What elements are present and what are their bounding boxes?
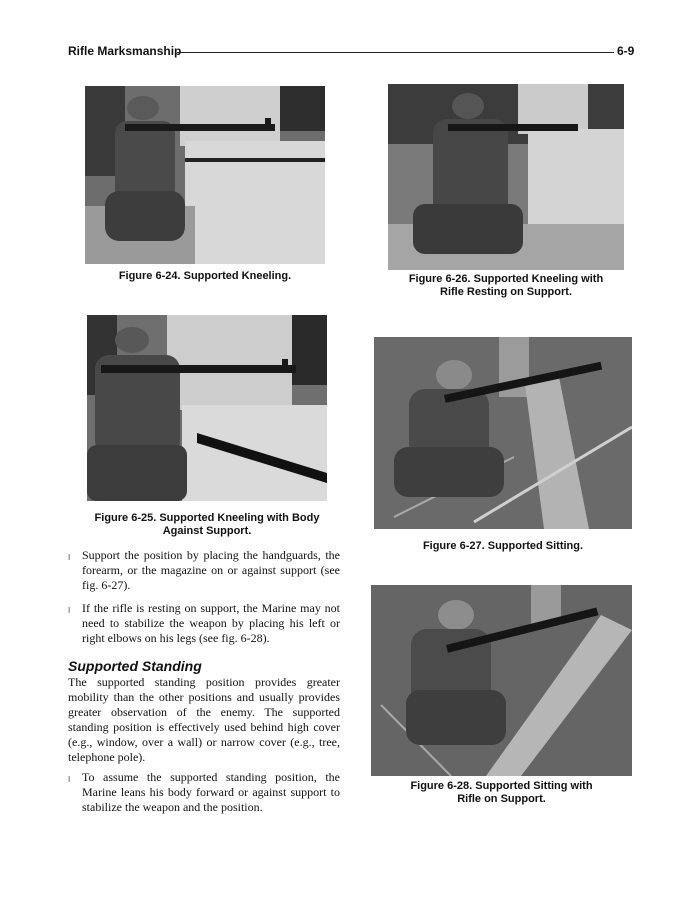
figure-6-25-caption (62, 512, 352, 538)
bullet-item (68, 548, 340, 593)
running-header-title: Rifle Marksmanship (68, 44, 182, 58)
bullet-marker-icon: l (68, 553, 71, 562)
figure-6-27-photo (374, 337, 632, 529)
figure-6-25-photo (87, 315, 327, 501)
bullet-text: Support the position by placing the handguards, the forearm, or the magazine on or against support (see fig. 6-27). (82, 548, 340, 592)
bullet-text: To assume the supported standing position, the Marine leans his body forward or against support to stabilize the weapon and the position. (82, 770, 340, 814)
page-number: 6-9 (617, 44, 635, 58)
header-rule (177, 52, 614, 53)
bullet-text: If the rifle is resting on support, the Marine may not need to stabilize the weapon by placing his left or right elbows on his legs (see fig. 6-28). (82, 601, 340, 645)
caption-line: Figure 6-24. Supported Kneeling. (118, 270, 292, 282)
bullet-marker-icon: l (68, 606, 71, 615)
figure-6-28-photo (371, 585, 632, 776)
figure-6-26-photo (388, 84, 624, 270)
bullet-item (68, 601, 340, 646)
caption-line: Rifle Resting on Support. (440, 286, 572, 298)
caption-line: Figure 6-26. Supported Kneeling with (408, 273, 604, 285)
caption-line: Figure 6-27. Supported Sitting. (422, 540, 584, 552)
section-heading: Supported Standing (68, 658, 202, 674)
caption-line: Against Support. (162, 525, 252, 537)
caption-line: Figure 6-28. Supported Sitting with (410, 780, 593, 792)
figure-6-27-caption (374, 540, 632, 553)
figure-6-24-caption (85, 270, 325, 283)
figure-6-24-photo (85, 86, 325, 264)
section-paragraph: The supported standing position provides greater mobility than the other positions and usually provides greater observation of the enemy. The supported standing position is effectively used behind high cover (e.g., window, over a wall) or narrow cover (e.g., tree, telephone pole). (68, 675, 340, 764)
bullet-marker-icon: l (68, 775, 71, 784)
figure-6-26-caption (388, 273, 624, 299)
caption-line: Figure 6-25. Supported Kneeling with Body (94, 512, 320, 524)
bullet-item (68, 770, 340, 815)
figure-6-28-caption (371, 780, 632, 806)
caption-line: Rifle on Support. (457, 793, 546, 805)
